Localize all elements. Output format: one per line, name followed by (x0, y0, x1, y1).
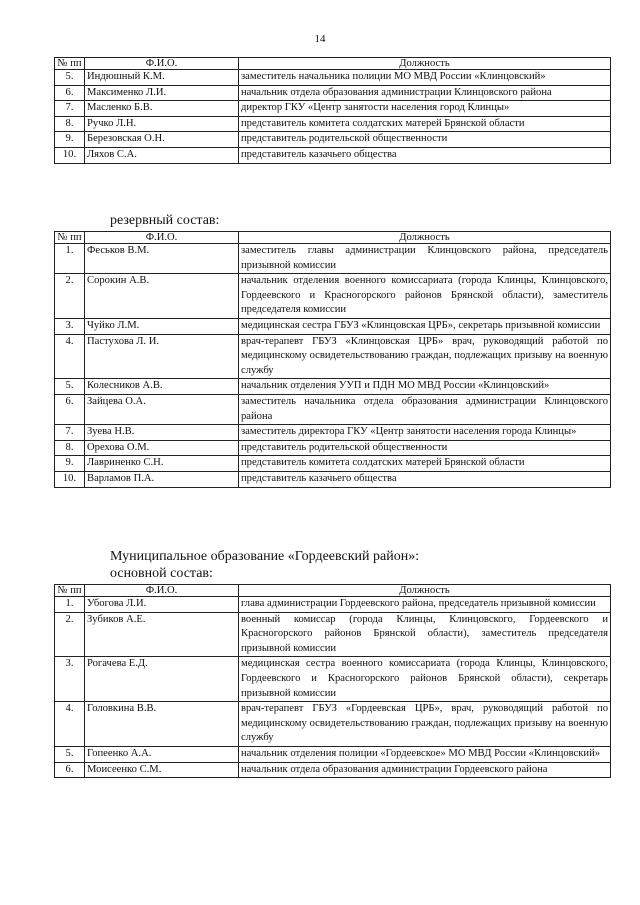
table-row (55, 657, 611, 702)
row-number: 5. (55, 379, 85, 395)
row-position: врач-терапевт ГБУЗ «Гордеевская ЦРБ», врач, руководящий работой по медицинскому освидетельствованию граждан, подлежащих призыву на военную службу (239, 702, 611, 747)
row-position: заместитель начальника полиции МО МВД России «Клинцовский» (239, 70, 611, 86)
row-name: Зубиков А.Е. (85, 612, 239, 657)
row-name: Сорокин А.В. (85, 274, 239, 319)
row-number: 5. (55, 746, 85, 762)
table-row (55, 85, 611, 101)
table-row (55, 318, 611, 334)
table-row (55, 425, 611, 441)
row-name: Зуева Н.В. (85, 425, 239, 441)
table-row (55, 440, 611, 456)
row-number: 10. (55, 471, 85, 487)
row-name: Зайцева О.А. (85, 394, 239, 424)
row-number: 1. (55, 597, 85, 613)
table-row (55, 379, 611, 395)
row-number: 4. (55, 334, 85, 379)
row-position: начальник отделения УУП и ПДН МО МВД России «Клинцовский» (239, 379, 611, 395)
row-position: заместитель главы администрации Клинцовского района, председатель призывной комиссии (239, 244, 611, 274)
row-position: представитель родительской общественности (239, 440, 611, 456)
table-row (55, 116, 611, 132)
row-position: начальник отдела образования администрации Гордеевского района (239, 762, 611, 778)
table-row (55, 612, 611, 657)
row-number: 10. (55, 147, 85, 163)
row-number: 1. (55, 244, 85, 274)
row-name: Колесников А.В. (85, 379, 239, 395)
row-position: глава администрации Гордеевского района, председатель призывной комиссии (239, 597, 611, 613)
row-name: Масленко Б.В. (85, 101, 239, 117)
row-name: Березовская О.Н. (85, 132, 239, 148)
row-number: 3. (55, 318, 85, 334)
row-position: представитель комитета солдатских матерей Брянской области (239, 456, 611, 472)
table-row (55, 70, 611, 86)
row-number: 9. (55, 132, 85, 148)
row-name: Головкина В.В. (85, 702, 239, 747)
section-subheading-main: основной состав: (110, 566, 213, 581)
table-row (55, 746, 611, 762)
header-num: № пп (55, 232, 85, 244)
row-position: директор ГКУ «Центр занятости населения город Клинцы» (239, 101, 611, 117)
table-row (55, 147, 611, 163)
row-position: представитель комитета солдатских матерей Брянской области (239, 116, 611, 132)
header-num: № пп (55, 58, 85, 70)
row-number: 5. (55, 70, 85, 86)
row-position: заместитель начальника отдела образования администрации Клинцовского района (239, 394, 611, 424)
row-name: Лавриненко С.Н. (85, 456, 239, 472)
table-row (55, 597, 611, 613)
row-position: врач-терапевт ГБУЗ «Клинцовская ЦРБ» врач, руководящий работой по медицинскому освидетельствованию граждан, подлежащих призыву на военную службу (239, 334, 611, 379)
row-name: Максименко Л.И. (85, 85, 239, 101)
table-row (55, 132, 611, 148)
row-name: Гопеенко А.А. (85, 746, 239, 762)
row-position: представитель родительской общественности (239, 132, 611, 148)
row-number: 6. (55, 85, 85, 101)
row-number: 2. (55, 274, 85, 319)
table-row (55, 334, 611, 379)
row-position: заместитель директора ГКУ «Центр занятости населения города Клинцы» (239, 425, 611, 441)
row-number: 8. (55, 116, 85, 132)
row-name: Ляхов С.А. (85, 147, 239, 163)
row-number: 4. (55, 702, 85, 747)
row-position: представитель казачьего общества (239, 147, 611, 163)
roster-table-main-continued (54, 57, 611, 164)
header-fio: Ф.И.О. (85, 232, 239, 244)
row-number: 3. (55, 657, 85, 702)
table-body (55, 70, 611, 164)
row-name: Моисеенко С.М. (85, 762, 239, 778)
header-role: Должность (239, 232, 611, 244)
row-position: военный комиссар (города Клинцы, Клинцовского, Гордеевского и Красногорского районов Брянской области), заместитель председателя призывной комиссии (239, 612, 611, 657)
header-role: Должность (239, 58, 611, 70)
row-position: начальник отделения военного комиссариата (города Клинцы, Клинцовского, Гордеевского и Красногорского районов Брянской области), заместитель председателя комиссии (239, 274, 611, 319)
row-name: Ручко Л.Н. (85, 116, 239, 132)
section-heading-reserve: резервный состав: (110, 213, 220, 228)
table-header-row (55, 58, 611, 70)
row-name: Чуйко Л.М. (85, 318, 239, 334)
table-row (55, 101, 611, 117)
row-name: Индюшный К.М. (85, 70, 239, 86)
header-num: № пп (55, 585, 85, 597)
row-position: представитель казачьего общества (239, 471, 611, 487)
row-number: 8. (55, 440, 85, 456)
row-number: 7. (55, 425, 85, 441)
header-fio: Ф.И.О. (85, 585, 239, 597)
row-name: Пастухова Л. И. (85, 334, 239, 379)
header-role: Должность (239, 585, 611, 597)
row-number: 9. (55, 456, 85, 472)
row-number: 7. (55, 101, 85, 117)
roster-table-reserve (54, 231, 611, 488)
table-row (55, 244, 611, 274)
row-number: 6. (55, 762, 85, 778)
row-position: начальник отделения полиции «Гордеевское» МО МВД России «Клинцовский» (239, 746, 611, 762)
header-fio: Ф.И.О. (85, 58, 239, 70)
table-row (55, 394, 611, 424)
row-name: Убогова Л.И. (85, 597, 239, 613)
table-body (55, 244, 611, 488)
row-name: Рогачева Е.Д. (85, 657, 239, 702)
row-position: медицинская сестра военного комиссариата (города Клинцы, Клинцовского, Гордеевского и Красногорского районов Брянской области), секретарь призывной комиссии (239, 657, 611, 702)
table-row (55, 702, 611, 747)
roster-table-gordeevsky (54, 584, 611, 778)
row-name: Варламов П.А. (85, 471, 239, 487)
table-row (55, 471, 611, 487)
table-row (55, 274, 611, 319)
table-row (55, 456, 611, 472)
table-row (55, 762, 611, 778)
table-header-row (55, 585, 611, 597)
page-number: 14 (314, 33, 326, 45)
row-number: 6. (55, 394, 85, 424)
row-name: Феськов В.М. (85, 244, 239, 274)
row-name: Орехова О.М. (85, 440, 239, 456)
table-header-row (55, 232, 611, 244)
section-heading-municipality: Муниципальное образование «Гордеевский район»: (110, 549, 420, 564)
row-position: начальник отдела образования администрации Клинцовского района (239, 85, 611, 101)
row-position: медицинская сестра ГБУЗ «Клинцовская ЦРБ», секретарь призывной комиссии (239, 318, 611, 334)
row-number: 2. (55, 612, 85, 657)
table-body (55, 597, 611, 778)
